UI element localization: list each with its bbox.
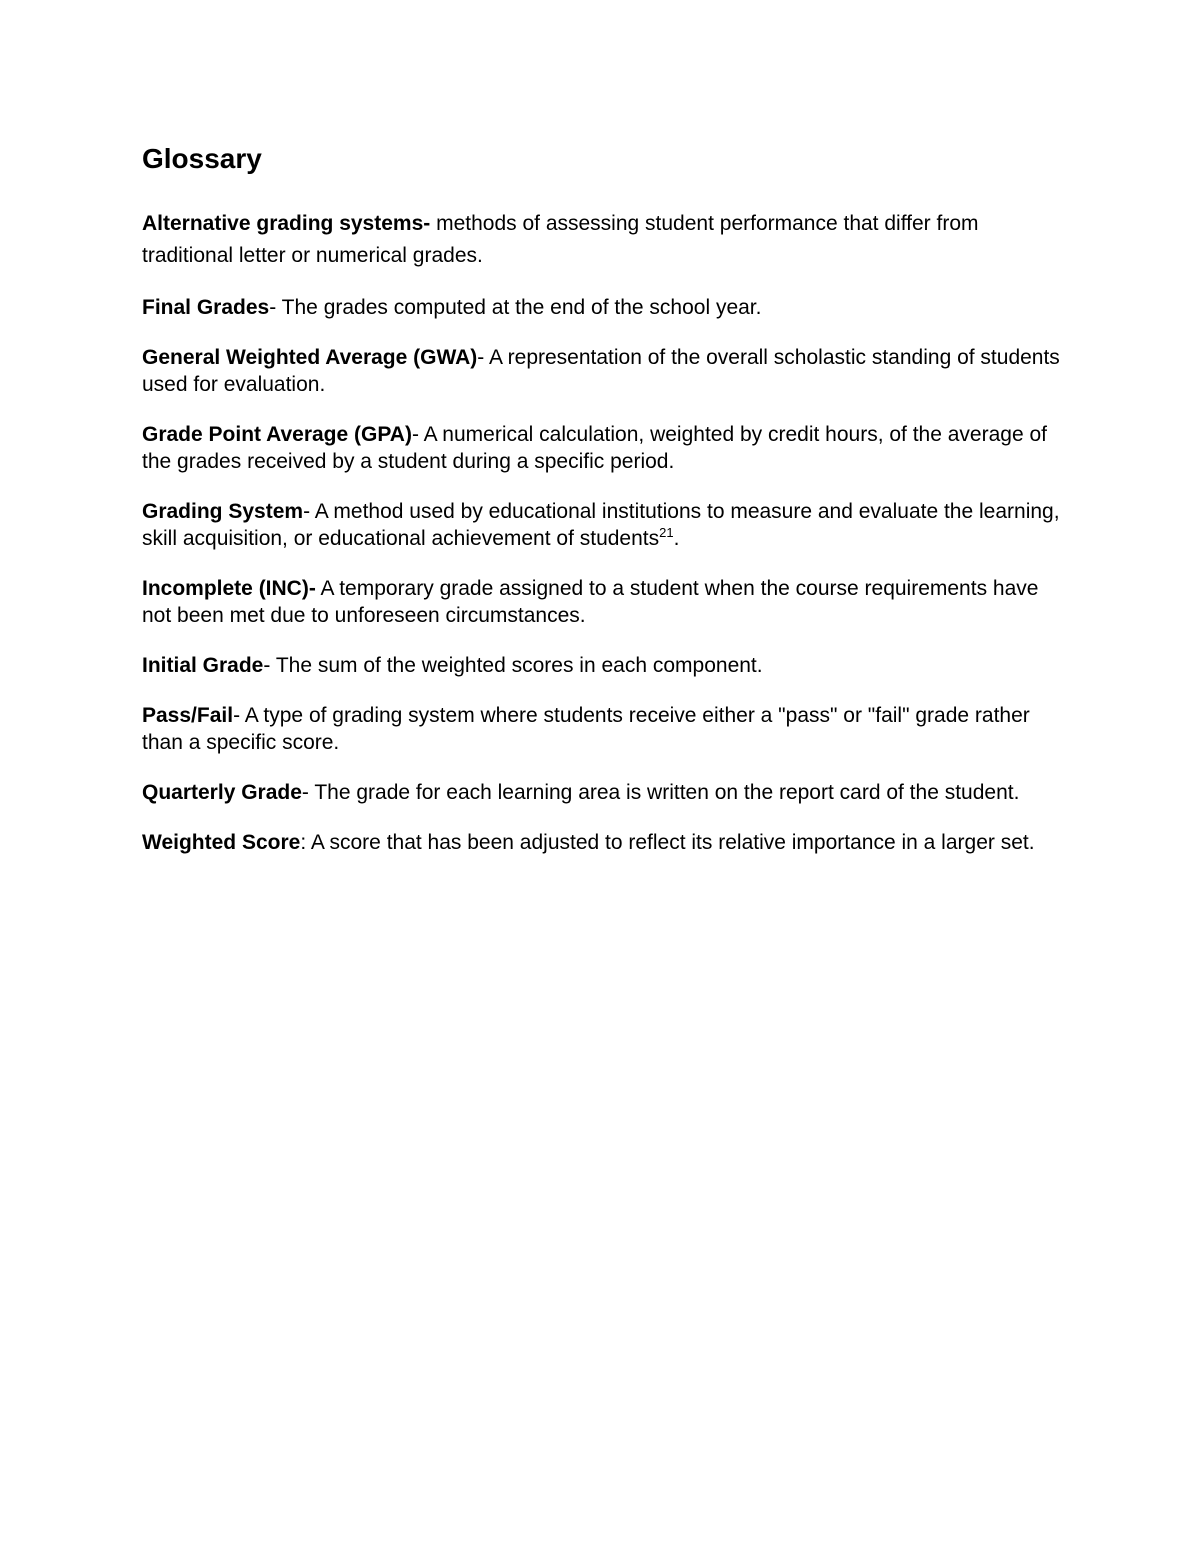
glossary-term: Final Grades: [142, 296, 270, 319]
glossary-definition: - A representation of the overall scholastic standing of students used for evaluation.: [142, 346, 1060, 396]
glossary-term: General Weighted Average (GWA): [142, 346, 478, 369]
glossary-entry-grade-point-average: [142, 421, 1062, 475]
glossary-entry-quarterly-grade: [142, 779, 1062, 806]
glossary-term: Grading System: [142, 500, 304, 523]
glossary-entry-pass-fail: [142, 702, 1062, 756]
glossary-definition: - The grades computed at the end of the school year.: [269, 296, 762, 319]
glossary-term: Initial Grade: [142, 654, 264, 677]
glossary-definition: A temporary grade assigned to a student when the course requirements have not been met due to unforeseen circumstances.: [142, 577, 1039, 627]
glossary-term: Incomplete (INC)-: [142, 577, 316, 600]
glossary-entry-grading-system: [142, 498, 1062, 552]
glossary-definition: - A method used by educational institutions to measure and evaluate the learning, skill acquisition, or educational achievement of students: [142, 500, 1060, 550]
glossary-entry-final-grades: [142, 294, 1062, 321]
glossary-definition: methods of assessing student performance that differ from traditional letter or numerical grades.: [142, 212, 979, 267]
glossary-term: Weighted Score: [142, 831, 301, 854]
glossary-entry-alternative-grading-systems: [142, 208, 1062, 272]
glossary-term: Grade Point Average (GPA): [142, 423, 412, 446]
glossary-definition: - A numerical calculation, weighted by credit hours, of the average of the grades received by a student during a specific period.: [142, 423, 1047, 473]
glossary-definition: - A type of grading system where students receive either a "pass" or "fail" grade rather than a specific score.: [142, 704, 1030, 754]
document-page: [142, 140, 1062, 879]
glossary-term: Pass/Fail: [142, 704, 234, 727]
glossary-definition: : A score that has been adjusted to reflect its relative importance in a larger set.: [300, 831, 1035, 854]
page-title: Glossary: [142, 143, 262, 174]
footnote-reference: 21: [659, 525, 674, 540]
glossary-entry-incomplete: [142, 575, 1062, 629]
glossary-term: Alternative grading systems-: [142, 212, 431, 235]
glossary-term: Quarterly Grade: [142, 781, 302, 804]
glossary-entry-general-weighted-average: [142, 344, 1062, 398]
glossary-definition: - The grade for each learning area is written on the report card of the student.: [301, 781, 1020, 804]
glossary-entry-weighted-score: [142, 829, 1062, 856]
glossary-entry-initial-grade: [142, 652, 1062, 679]
glossary-definition-end: .: [673, 527, 680, 550]
glossary-definition: - The sum of the weighted scores in each component.: [263, 654, 763, 677]
